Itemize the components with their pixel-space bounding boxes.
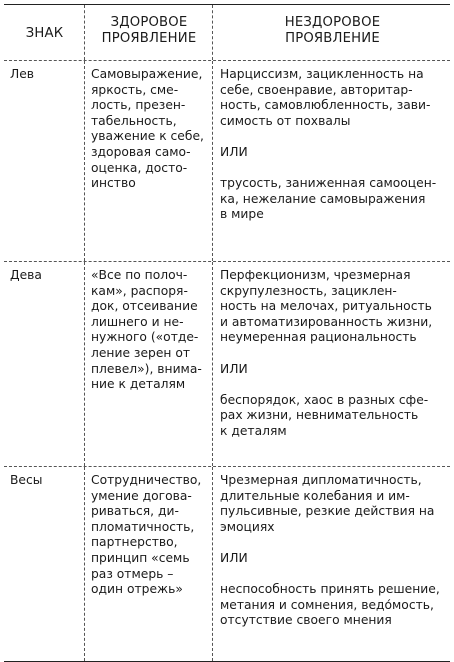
unhealthy-cell: Нарциссизм, зацикленность на себе, своенравие, авторитар- ность, самовлюбленность, зави- симость от похвалы ИЛИ трусость, заниженная самооцен- ка, нежелание самовыражения в мире [212, 61, 450, 261]
zodiac-table [4, 4, 450, 662]
healthy-cell: Сотрудничество, умение догова- риваться, ди- пломатичность, партнерство, принцип «семь раз отмерь – один отрежь» [84, 467, 212, 661]
table-row [4, 466, 450, 661]
healthy-cell: «Все по полоч- кам», распоря- док, отсеивание лишнего и не- нужного («отде- ление зерен от плевел»), внима- ние к деталям [84, 262, 212, 466]
unhealthy-cell: Чрезмерная дипломатичность, длительные колебания и им- пульсивные, резкие действия на эмоциях ИЛИ неспособность принять решение, метания и сомнения, ведо́мость, отсутствие своего мнения [212, 467, 450, 661]
header-sign: ЗНАК [25, 25, 64, 41]
sign-cell: Весы [10, 473, 43, 487]
table-row [4, 261, 450, 466]
table-header-row [4, 5, 450, 60]
sign-cell: Дева [10, 268, 42, 282]
header-unhealthy: НЕЗДОРОВОЕ ПРОЯВЛЕНИЕ [212, 5, 450, 60]
healthy-cell: Самовыражение, яркость, сме- лость, презен- табельность, уважение к себе, здоровая само- оценка, досто- инство [84, 61, 212, 261]
table-row [4, 60, 450, 261]
sign-cell: Лев [10, 67, 35, 81]
header-healthy: ЗДОРОВОЕ ПРОЯВЛЕНИЕ [84, 5, 212, 60]
unhealthy-cell: Перфекционизм, чрезмерная скрупулезность, зациклен- ность на мелочах, ритуальность и автоматизированность жизни, неумеренная рациональность ИЛИ беспорядок, хаос в разных сфе- рах жизни, невнимательность к деталям [212, 262, 450, 466]
